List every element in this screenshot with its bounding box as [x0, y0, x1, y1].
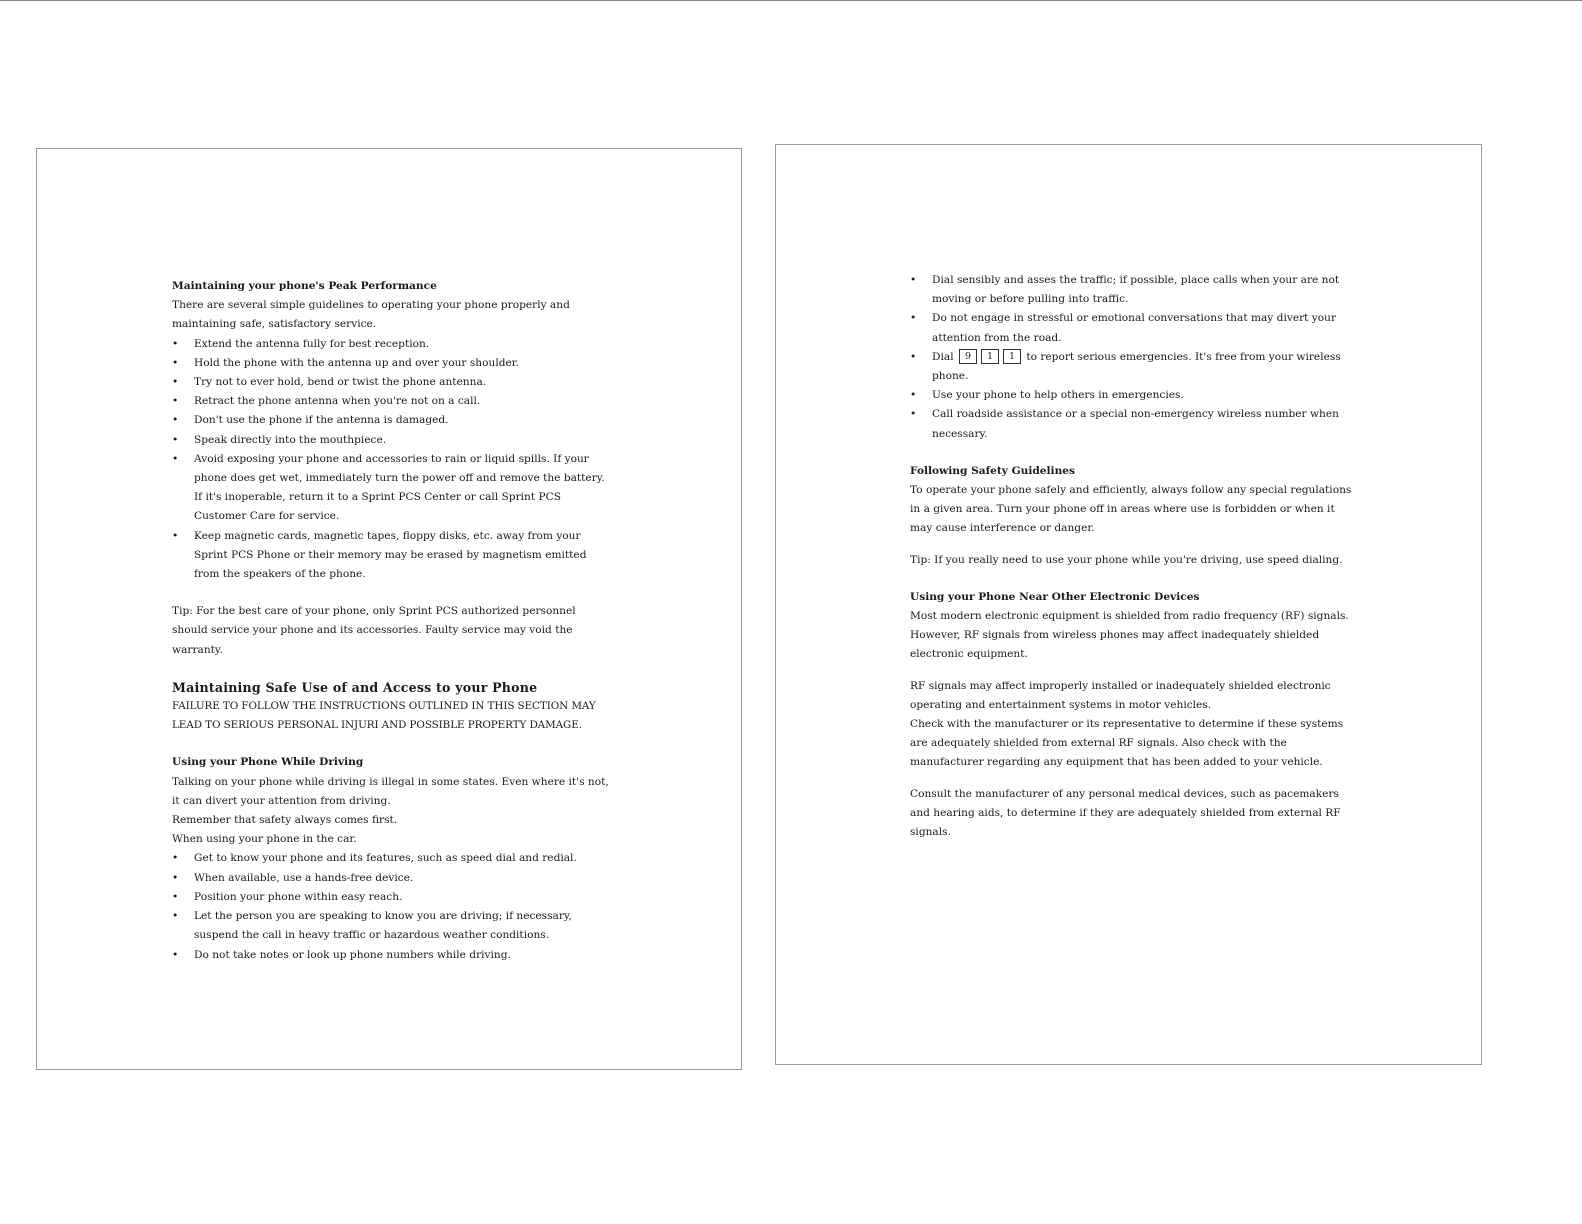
section-title-electronic-devices: Using your Phone Near Other Electronic Devices	[910, 590, 1200, 603]
list-item: • Extend the antenna fully for best reception.	[172, 335, 612, 354]
section-title-safety-guidelines: Following Safety Guidelines	[910, 464, 1075, 477]
safety-guidelines-paragraph: To operate your phone safely and efficiently, always follow any special regulations in a given area. Turn your phone off in areas where use is forbidden or when it may cause interference or danger.	[910, 484, 1352, 535]
right-page	[775, 144, 1482, 1065]
list-item: • Position your phone within easy reach.	[172, 888, 612, 907]
left-page	[36, 148, 742, 1070]
tip-speed-dialing: Tip: If you really need to use your phone while you're driving, use speed dialing.	[910, 553, 1343, 566]
electronic-paragraph-4: Consult the manufacturer of any personal medical devices, such as pacemakers and hearing aids, to determine if they are adequately shielded from external RF signals.	[910, 787, 1341, 839]
electronic-paragraph-2: RF signals may affect improperly installed or inadequately shielded electronic operating and entertainment systems in motor vehicles.	[910, 679, 1331, 711]
right-page-content	[910, 271, 1352, 842]
key-9: 9	[959, 349, 977, 364]
list-item: • Speak directly into the mouthpiece.	[172, 431, 612, 450]
list-item: • When available, use a hands-free device.	[172, 869, 612, 888]
list-item: • Avoid exposing your phone and accessories to rain or liquid spills. If your phone does get wet, immediately turn the power off and remove the battery. If it's inoperable, return it to a Sprint PCS Center or call Sprint PCS Customer Care for service.	[172, 450, 612, 527]
list-item: • Use your phone to help others in emergencies.	[910, 386, 1352, 405]
list-item: • Dial sensibly and asses the traffic; if possible, place calls when your are not moving or before pulling into traffic.	[910, 271, 1352, 309]
list-item: • Don't use the phone if the antenna is damaged.	[172, 411, 612, 430]
tip-care: Tip: For the best care of your phone, only Sprint PCS authorized personnel should service your phone and its accessories. Faulty service may void the warranty.	[172, 605, 576, 656]
list-item: • Try not to ever hold, bend or twist the phone antenna.	[172, 373, 612, 392]
driving-list	[172, 849, 612, 964]
key-1: 1	[1003, 349, 1021, 364]
list-item: • Retract the phone antenna when you're not on a call.	[172, 392, 612, 411]
driving-paragraph-1: Talking on your phone while driving is illegal in some states. Even where it's not, it can divert your attention from driving.	[172, 775, 609, 807]
section-title-peak-performance: Maintaining your phone's Peak Performance	[172, 280, 437, 292]
key-1: 1	[981, 349, 999, 364]
left-page-content	[172, 277, 612, 965]
electronic-paragraph-3: Check with the manufacturer or its representative to determine if these systems are adequately shielded from external RF signals. Also check with the manufacturer regarding any equipment that has been added to your vehicle.	[910, 718, 1344, 769]
list-item: • Do not engage in stressful or emotional conversations that may divert your attention from the road.	[910, 309, 1352, 347]
list-item: • Call roadside assistance or a special non-emergency wireless number when necessary.	[910, 405, 1352, 443]
driving-paragraph-3: When using your phone in the car.	[172, 833, 357, 846]
list-item: • Keep magnetic cards, magnetic tapes, floppy disks, etc. away from your Sprint PCS Phone or their memory may be erased by magnetism emitted from the speakers of the phone.	[172, 527, 612, 585]
electronic-paragraph-1: Most modern electronic equipment is shielded from radio frequency (RF) signals. However, RF signals from wireless phones may affect inadequately shielded electronic equipment.	[910, 610, 1349, 661]
peak-performance-list	[172, 335, 612, 585]
dial-suffix: to report serious emergencies. It's free from your wireless phone.	[932, 350, 1341, 383]
list-item-dial-911	[910, 348, 1352, 386]
list-item: • Hold the phone with the antenna up and over your shoulder.	[172, 354, 612, 373]
list-item: • Let the person you are speaking to know you are driving; if necessary, suspend the call in heavy traffic or hazardous weather conditions.	[172, 907, 612, 945]
safety-warning: FAILURE TO FOLLOW THE INSTRUCTIONS OUTLINED IN THIS SECTION MAY LEAD TO SERIOUS PERSONAL INJURI AND POSSIBLE PROPERTY DAMAGE.	[172, 700, 596, 732]
driving-list-continued	[910, 271, 1352, 444]
dial-prefix: Dial	[932, 350, 954, 363]
driving-paragraph-2: Remember that safety always comes first.	[172, 814, 398, 827]
section-title-driving: Using your Phone While Driving	[172, 756, 364, 769]
list-item: • Get to know your phone and its features, such as speed dial and redial.	[172, 849, 612, 868]
peak-performance-intro: There are several simple guidelines to operating your phone properly and maintaining safe, satisfactory service.	[172, 299, 570, 331]
section-title-safe-use: Maintaining Safe Use of and Access to your Phone	[172, 679, 538, 695]
top-border-line	[0, 0, 1582, 1]
list-item: • Do not take notes or look up phone numbers while driving.	[172, 946, 612, 965]
